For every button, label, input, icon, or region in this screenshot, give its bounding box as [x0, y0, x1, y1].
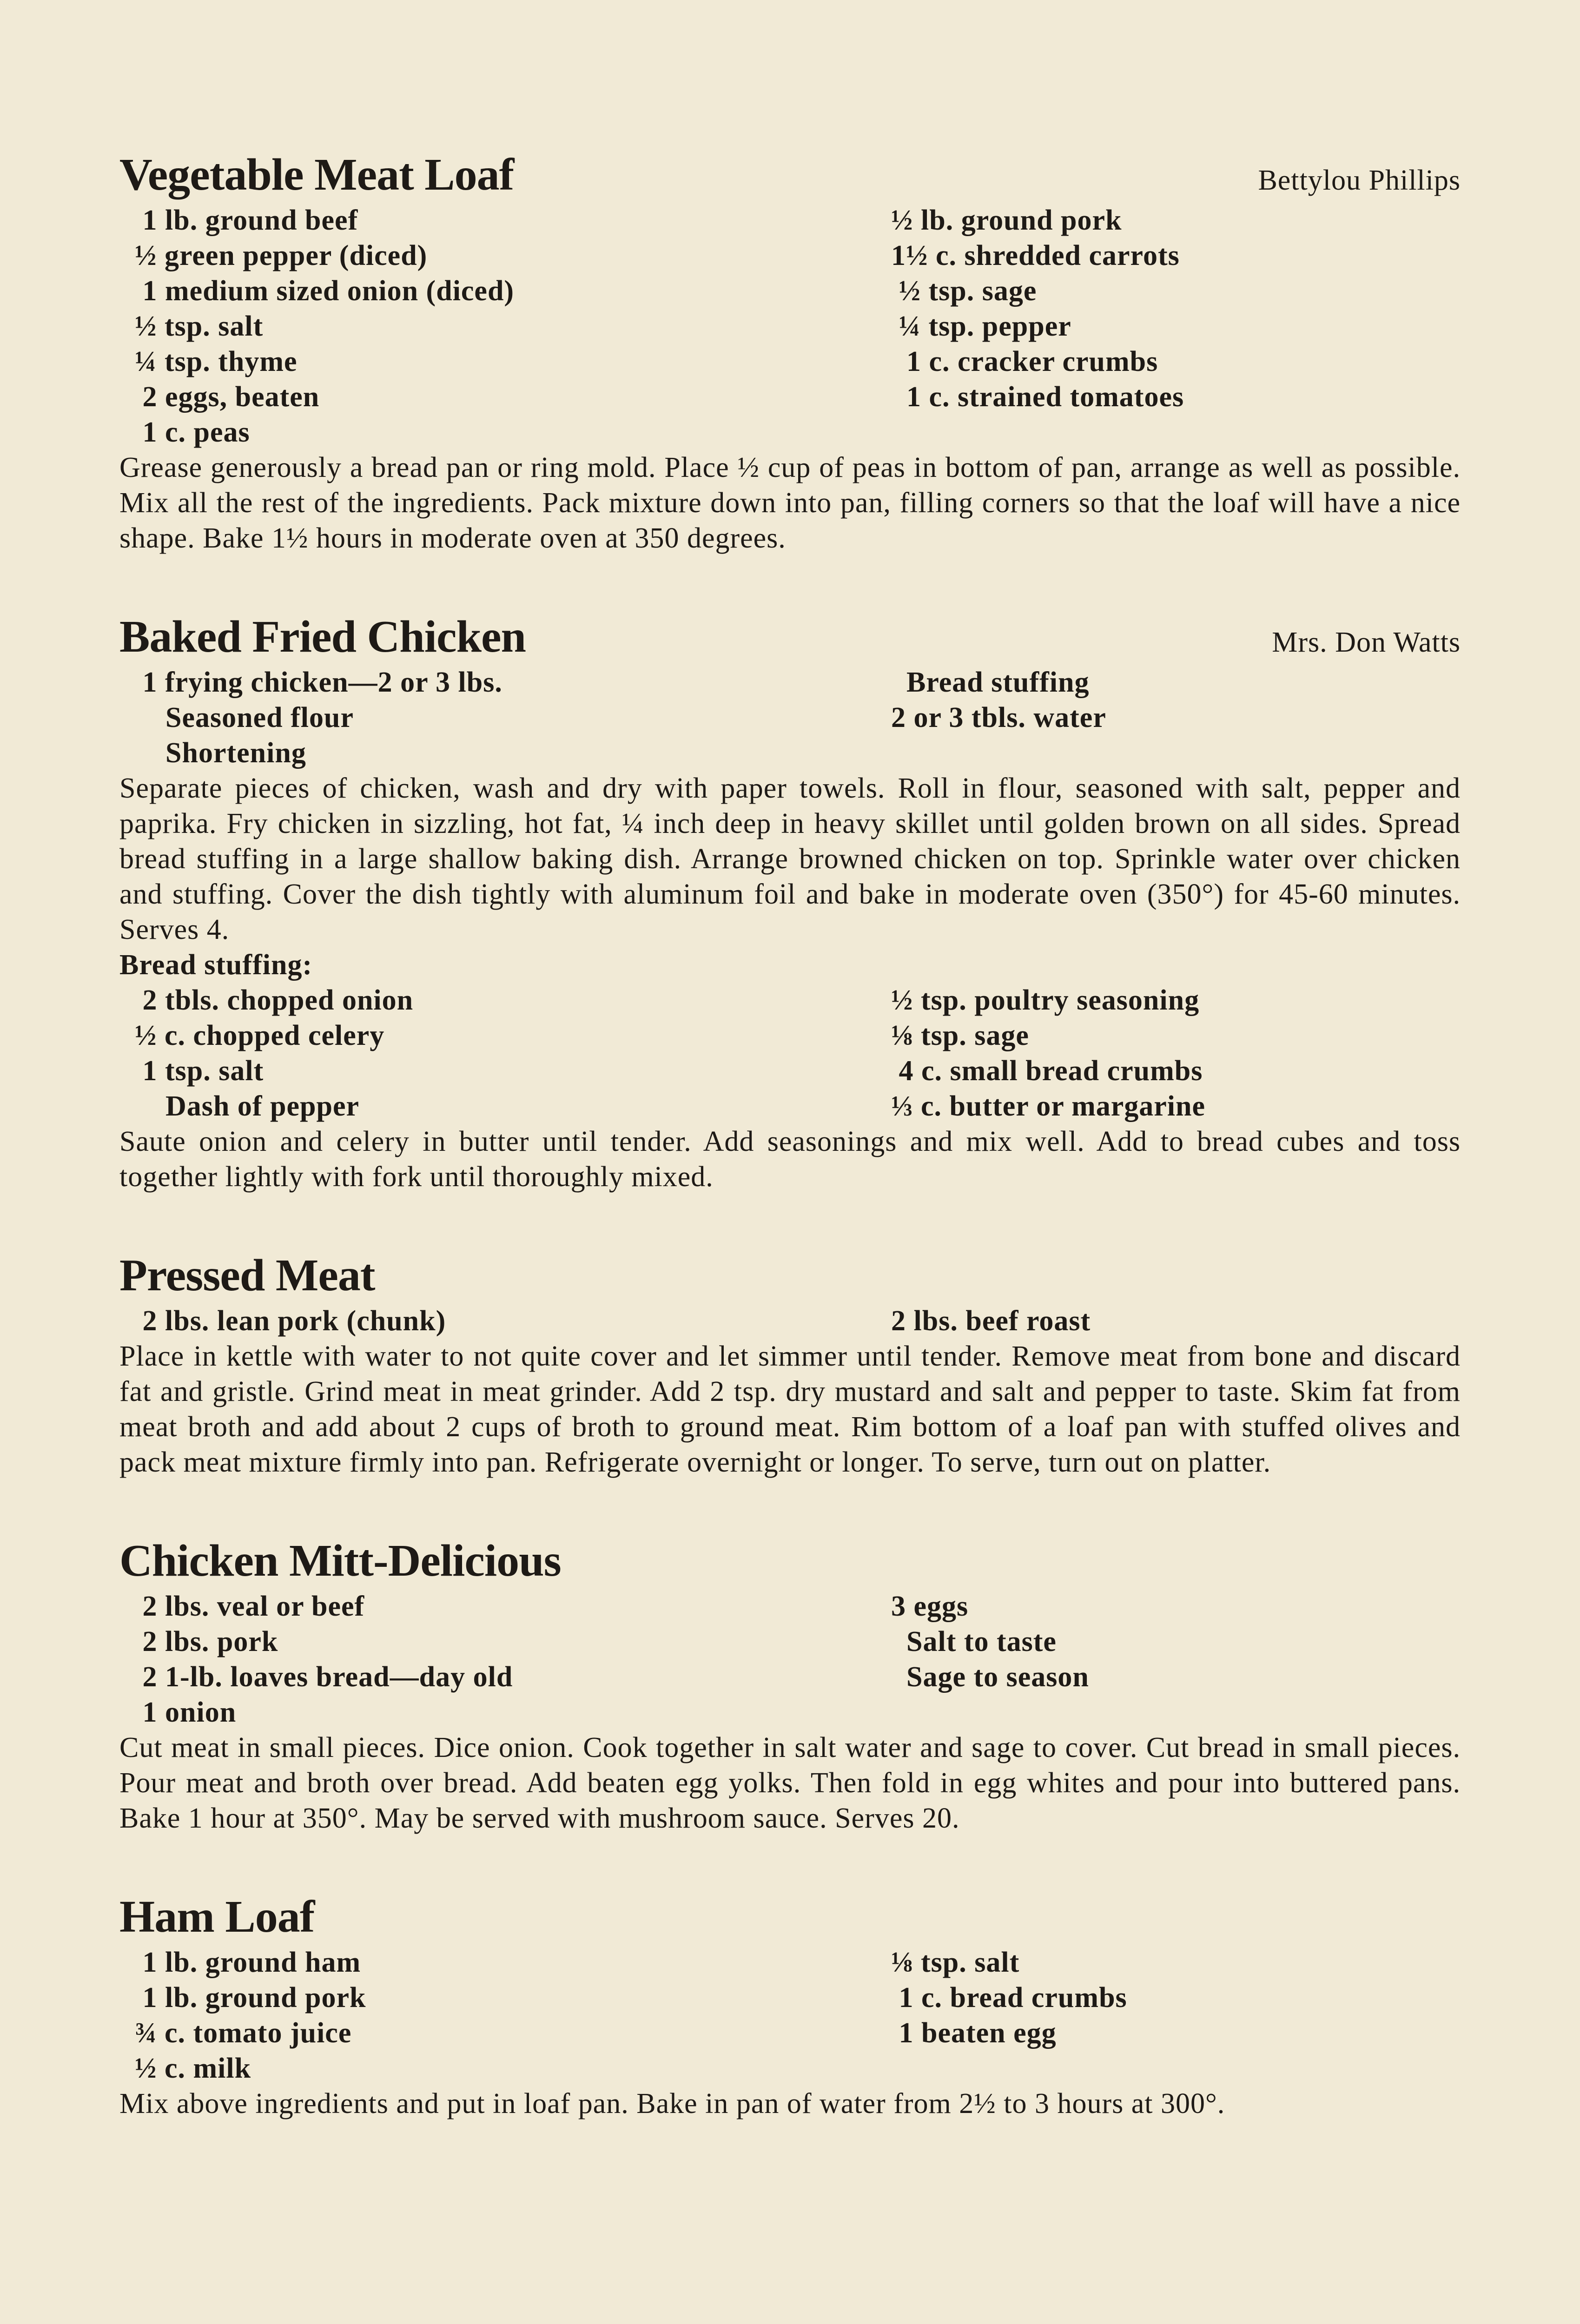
ingredient-line: 1½ c. shredded carrots [891, 240, 1180, 271]
recipe-author: Mrs. Don Watts [1272, 627, 1461, 658]
recipe-directions: Place in kettle with water to not quite cover and let simmer until tender. Remove meat from bone and discard fat and gristle. Grind meat in meat grinder. Add 2 tsp. dry mustard and salt and pepper to taste. Skim fat from meat broth and add about 2 cups of broth to ground meat. Rim bottom of a loaf pan with stuffed olives and pack meat mixture firmly into pan. Refrigerate overnight or longer. To serve, turn out on platter. [119, 1340, 1461, 1478]
ingredient-column-left [119, 983, 891, 1124]
ingredient-line: 2 lbs. veal or beef [119, 1591, 365, 1622]
ingredient-line: Seasoned flour [119, 702, 354, 733]
ingredient-column-left [119, 665, 891, 771]
ingredient-line: 2 or 3 tbls. water [891, 702, 1106, 733]
ingredient-line: ½ tsp. sage [891, 275, 1037, 307]
recipe-chicken-mitt-delicious [119, 1535, 1461, 1836]
ingredient-line: 2 lbs. pork [119, 1626, 278, 1657]
ingredient-line: 1 c. peas [119, 416, 250, 448]
ingredient-line: 1 c. strained tomatoes [891, 381, 1184, 413]
ingredient-line: Shortening [119, 737, 306, 769]
recipe-pressed-meat [119, 1249, 1461, 1480]
ingredient-column-right [891, 1589, 1461, 1730]
ingredient-line: ⅓ c. butter or margarine [891, 1090, 1205, 1122]
ingredient-line: ½ c. milk [119, 2053, 251, 2084]
ingredient-line: ¼ tsp. pepper [891, 310, 1071, 342]
ingredient-column-right [891, 1303, 1461, 1339]
ingredient-line: 4 c. small bread crumbs [891, 1055, 1203, 1087]
ingredient-line: 1 lb. ground pork [119, 1982, 366, 2014]
sub-ingredient-list [119, 983, 1461, 1124]
recipe-header [119, 149, 1461, 203]
ingredient-list [119, 1589, 1461, 1730]
recipe-header [119, 1535, 1461, 1589]
ingredient-line: ⅛ tsp. sage [891, 1020, 1029, 1051]
ingredient-line: Bread stuffing [891, 667, 1090, 698]
ingredient-column-right [891, 203, 1461, 450]
recipe-directions: Cut meat in small pieces. Dice onion. Cook together in salt water and sage to cover. Cut bread in small pieces. Pour meat and broth over bread. Add beaten egg yolks. Then fold in egg whites and pour into buttered pans. Bake 1 hour at 350°. May be served with mushroom sauce. Serves 20. [119, 1732, 1461, 1834]
ingredient-line: ¼ tsp. thyme [119, 346, 297, 377]
recipe-header [119, 611, 1461, 665]
recipe-header [119, 1891, 1461, 1945]
ingredient-line: 2 lbs. beef roast [891, 1305, 1091, 1337]
ingredient-line: ½ lb. ground pork [891, 205, 1122, 236]
ingredient-line: 1 c. cracker crumbs [891, 346, 1158, 377]
ingredient-list [119, 1303, 1461, 1339]
ingredient-line: Dash of pepper [119, 1090, 360, 1122]
ingredient-column-right [891, 1945, 1461, 2086]
ingredient-line: 2 lbs. lean pork (chunk) [119, 1305, 446, 1337]
ingredient-list [119, 203, 1461, 450]
ingredient-list [119, 665, 1461, 771]
ingredient-line: Salt to taste [891, 1626, 1057, 1657]
ingredient-column-right [891, 983, 1461, 1124]
cookbook-page [119, 149, 1461, 2176]
ingredient-line: 1 lb. ground beef [119, 205, 358, 236]
ingredient-line: ⅛ tsp. salt [891, 1947, 1020, 1978]
recipe-directions: Separate pieces of chicken, wash and dry with paper towels. Roll in flour, seasoned with salt, pepper and paprika. Fry chicken in sizzling, hot fat, ¼ inch deep in heavy skillet until golden brown on all sides. Spread bread stuffing in a large shallow baking dish. Arrange browned chicken on top. Sprinkle water over chicken and stuffing. Cover the dish tightly with aluminum foil and bake in moderate oven (350°) for 45-60 minutes. Serves 4. [119, 772, 1461, 945]
ingredient-line: 2 tbls. chopped onion [119, 984, 414, 1016]
recipe-directions: Grease generously a bread pan or ring mold. Place ½ cup of peas in bottom of pan, arrange as well as possible. Mix all the rest of the ingredients. Pack mixture down into pan, filling corners so that the loaf will have a nice shape. Bake 1½ hours in moderate oven at 350 degrees. [119, 452, 1461, 554]
recipe-title: Vegetable Meat Loaf [119, 150, 514, 200]
ingredient-line: ½ tsp. poultry seasoning [891, 984, 1200, 1016]
ingredient-column-left [119, 1303, 891, 1339]
recipe-ham-loaf [119, 1891, 1461, 2121]
recipe-title: Chicken Mitt-Delicious [119, 1536, 561, 1586]
ingredient-line: ¾ c. tomato juice [119, 2017, 352, 2049]
recipe-title: Pressed Meat [119, 1250, 375, 1301]
ingredient-line: 2 eggs, beaten [119, 381, 320, 413]
ingredient-line: 2 1-lb. loaves bread—day old [119, 1661, 513, 1693]
sub-recipe-directions: Saute onion and celery in butter until tender. Add seasonings and mix well. Add to bread cubes and toss together lightly with fork until thoroughly mixed. [119, 1126, 1461, 1193]
ingredient-line: 1 onion [119, 1697, 237, 1728]
ingredient-line: 1 c. bread crumbs [891, 1982, 1127, 2014]
ingredient-line: ½ tsp. salt [119, 310, 264, 342]
ingredient-column-right [891, 665, 1461, 771]
ingredient-line: Sage to season [891, 1661, 1089, 1693]
ingredient-line: 1 beaten egg [891, 2017, 1057, 2049]
ingredient-list [119, 1945, 1461, 2086]
ingredient-line: 3 eggs [891, 1591, 969, 1622]
ingredient-line: 1 lb. ground ham [119, 1947, 361, 1978]
ingredient-line: 1 tsp. salt [119, 1055, 264, 1087]
ingredient-column-left [119, 1589, 891, 1730]
recipe-author: Bettylou Phillips [1258, 165, 1461, 196]
recipe-vegetable-meat-loaf [119, 149, 1461, 556]
ingredient-column-left [119, 203, 891, 450]
recipe-directions: Mix above ingredients and put in loaf pan. Bake in pan of water from 2½ to 3 hours at 300°. [119, 2088, 1225, 2119]
sub-recipe-title: Bread stuffing: [119, 949, 313, 981]
recipe-title: Ham Loaf [119, 1892, 315, 1942]
ingredient-line: ½ green pepper (diced) [119, 240, 428, 271]
recipe-title: Baked Fried Chicken [119, 612, 526, 662]
recipe-header [119, 1249, 1461, 1303]
recipe-baked-fried-chicken [119, 611, 1461, 1195]
ingredient-line: 1 frying chicken—2 or 3 lbs. [119, 667, 502, 698]
ingredient-line: 1 medium sized onion (diced) [119, 275, 515, 307]
ingredient-column-left [119, 1945, 891, 2086]
ingredient-line: ½ c. chopped celery [119, 1020, 385, 1051]
